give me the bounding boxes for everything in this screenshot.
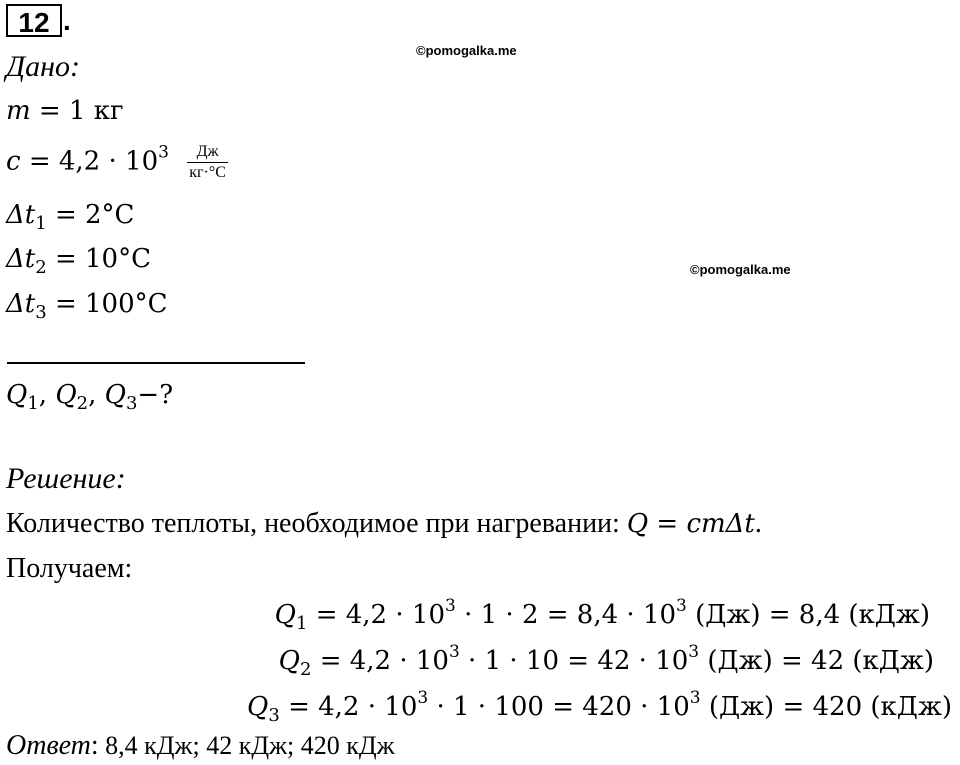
eq3-part-c: (Дж) = 420 (кДж) xyxy=(700,692,952,722)
solution-label: Решение: xyxy=(6,462,126,495)
given-label: Дано: xyxy=(6,50,80,83)
dt3-symbol: Δt xyxy=(6,289,36,319)
solution-line1-text: Количество теплоты, необходимое при нагревании: xyxy=(6,508,627,539)
find-q2: Q xyxy=(55,380,77,410)
c-symbol: c xyxy=(6,146,21,177)
eq1-part-c: (Дж) = 8,4 (кДж) xyxy=(686,600,930,630)
eq2-exp1: 3 xyxy=(448,642,460,662)
eq3-q: Q xyxy=(247,692,269,722)
eq2-sub: 2 xyxy=(299,659,312,680)
find-line xyxy=(6,380,173,414)
dt2-value: = 10°C xyxy=(54,244,151,274)
eq2-q: Q xyxy=(278,646,300,676)
problem-number-dot: . xyxy=(63,5,71,36)
equation-q2 xyxy=(279,642,934,680)
answer-label: Ответ xyxy=(6,730,91,761)
dt2-symbol: Δt xyxy=(6,244,36,274)
dt1-sub: 1 xyxy=(35,213,47,234)
dt2-sub: 2 xyxy=(35,257,47,278)
solution-line1-end: . xyxy=(754,508,762,539)
eq3-part-b: · 1 · 100 = 420 · 10 xyxy=(428,692,690,722)
problem-number: 12 xyxy=(6,4,62,37)
eq2-part-a: = 4,2 · 10 xyxy=(319,646,449,676)
eq1-part-b: · 1 · 2 = 8,4 · 10 xyxy=(455,600,677,630)
c-exponent: 3 xyxy=(158,142,169,163)
find-tail: −? xyxy=(137,380,174,410)
watermark-top: ©pomogalka.me xyxy=(416,43,517,58)
eq2-exp2: 3 xyxy=(688,642,700,662)
dt3-sub: 3 xyxy=(35,302,47,323)
eq1-q: Q xyxy=(274,600,296,630)
eq3-part-a: = 4,2 · 10 xyxy=(288,692,418,722)
eq1-sub: 1 xyxy=(295,613,308,634)
equation-q1 xyxy=(275,596,930,634)
solution-line1 xyxy=(6,508,762,540)
dt1-value: = 2°C xyxy=(54,200,135,230)
mass-symbol: m xyxy=(6,96,31,126)
eq3-sub: 3 xyxy=(268,705,280,726)
answer-colon: : xyxy=(90,730,99,761)
given-heat-capacity xyxy=(6,142,228,183)
given-dt2 xyxy=(6,244,151,278)
c-unit-numerator: Дж xyxy=(196,143,219,160)
find-sep2: , xyxy=(88,380,105,410)
given-mass xyxy=(6,96,124,126)
dt3-value: = 100°C xyxy=(54,289,168,319)
eq1-exp2: 3 xyxy=(676,596,687,616)
given-dt1 xyxy=(6,200,134,234)
mass-value: = 1 кг xyxy=(38,96,124,126)
given-dt3 xyxy=(6,289,168,323)
dt1-symbol: Δt xyxy=(6,200,36,230)
find-sep1: , xyxy=(38,380,56,410)
c-unit-denominator: кг·°C xyxy=(189,164,226,181)
c-unit-fraction xyxy=(187,142,228,183)
find-q2-sub: 2 xyxy=(76,393,89,414)
formula-q-cmdt: Q = cmΔt xyxy=(626,509,755,539)
given-divider xyxy=(7,362,305,364)
eq2-part-b: · 1 · 10 = 42 · 10 xyxy=(459,646,689,676)
solution-line2: Получаем: xyxy=(6,553,133,584)
eq1-exp1: 3 xyxy=(444,596,456,616)
eq2-part-c: (Дж) = 42 (кДж) xyxy=(699,646,934,676)
find-q3-sub: 3 xyxy=(125,393,138,414)
c-value: = 4,2 · 10 xyxy=(28,146,159,177)
eq1-part-a: = 4,2 · 10 xyxy=(315,600,445,630)
eq3-exp1: 3 xyxy=(417,688,429,708)
find-q1: Q xyxy=(6,380,28,410)
eq3-exp2: 3 xyxy=(689,688,701,708)
equation-q3 xyxy=(247,688,952,726)
answer-line xyxy=(6,730,395,762)
watermark-middle: ©pomogalka.me xyxy=(690,262,791,277)
answer-text: 8,4 кДж; 42 кДж; 420 кДж xyxy=(98,731,395,760)
find-q3: Q xyxy=(104,380,126,410)
find-q1-sub: 1 xyxy=(27,393,39,414)
